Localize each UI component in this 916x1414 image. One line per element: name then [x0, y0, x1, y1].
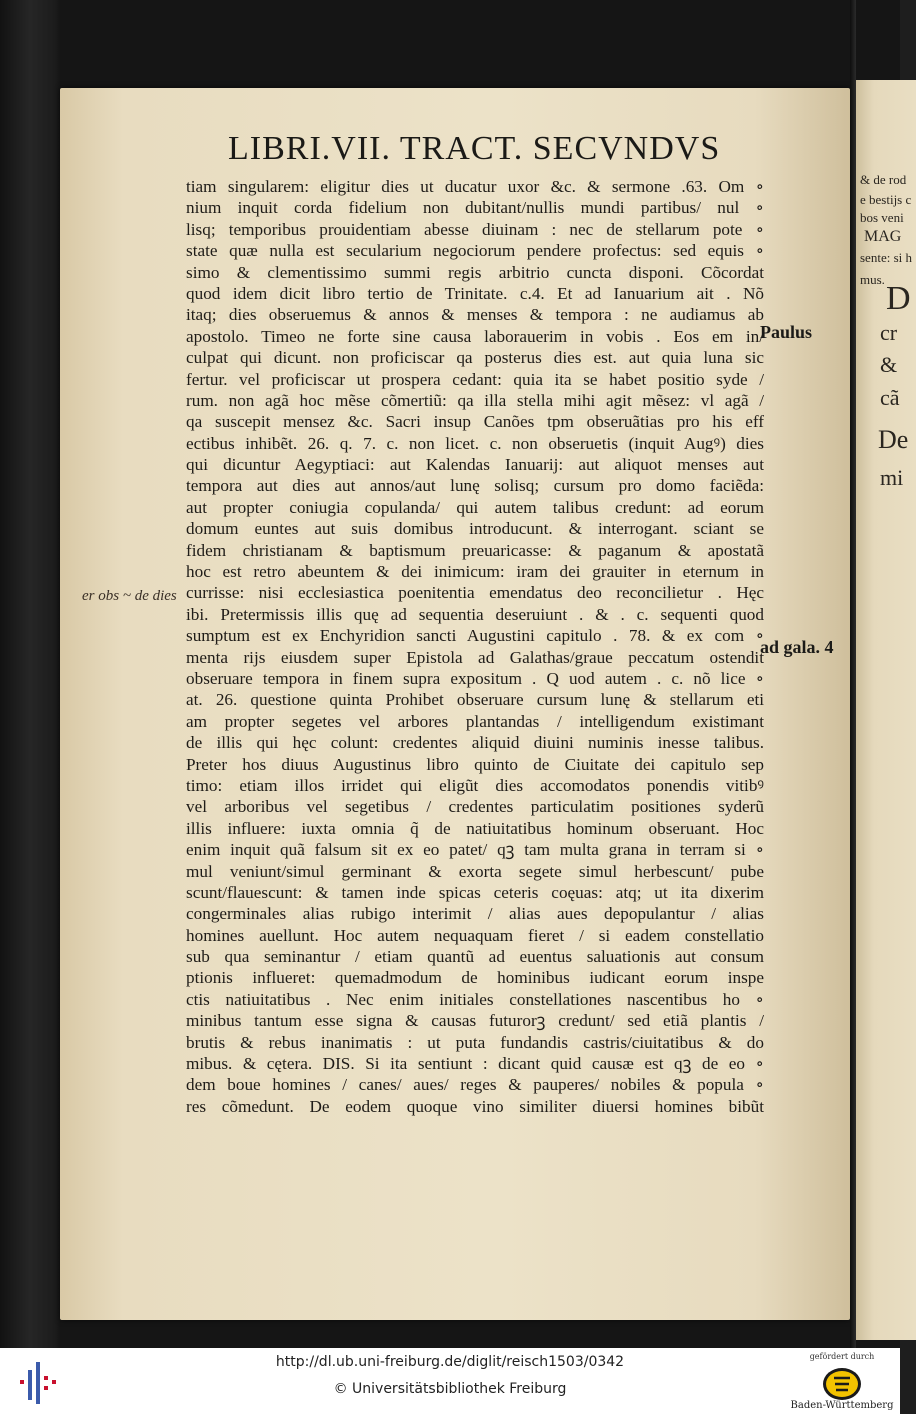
text-line: lisq; temporibus prouidentiam abesse diuinam : nec de stellarum pote ∘: [186, 219, 764, 239]
text-line: scunt/flauescunt: & tamen inde spicas ceteris coęuas: atq; ut ita dixerim: [186, 882, 764, 902]
text-line: at. 26. questione quinta Prohibet obseruare cursum lunę & stellarum eti: [186, 690, 764, 710]
marginal-note-paulus: Paulus: [760, 322, 813, 342]
permalink-url[interactable]: http://dl.ub.uni-freiburg.de/diglit/reisch1503/0342: [275, 1354, 625, 1370]
facing-line: & de rod: [860, 172, 907, 187]
facing-line: D: [886, 280, 911, 317]
text-line: fidem christianam & baptismum preuaricasse: & paganum & apostatã: [186, 540, 764, 560]
text-line: vel arboribus vel segetibus / credentes particulatim positiones syderũ: [186, 797, 764, 817]
sponsor-name: Baden-Württemberg: [790, 1400, 894, 1411]
text-line: qui dicuntur Aegyptiaci: aut Kalendas Ianuarij: aut aliquot menses aut: [186, 455, 764, 475]
text-line: brutis & rebus inanimatis : ut puta fundandis castris/ciuitatibus & do: [186, 1032, 764, 1052]
facing-line: &: [880, 352, 898, 377]
running-header: LIBRI.VII. TRACT. SECVNDVS: [228, 130, 721, 167]
text-line: itaq; dies obseruemus & annos & menses & tempora : ne audiamus ab: [186, 305, 764, 325]
text-line: currisse: nisi ecclesiastica poenitentia emendatus deo reconcilietur . Hęc: [186, 583, 764, 603]
facing-page: [856, 80, 916, 1340]
text-line: qa suscepit mensez &c. Sacri insup Canões tpm obseruãtias pro his eff: [186, 412, 764, 432]
text-line: ectibus inhibẽt. 26. q. 7. c. non licet. c. non obseruetis (inquit Augꝰ) dies: [186, 433, 764, 453]
text-line: ibi. Pretermissis illis quę ad sequentia deseruiunt . & . c. sequenti quod: [186, 604, 764, 624]
text-line: timo: etiam illos irridet qui eligũt dies accomodatos ponendis vitibꝰ: [186, 775, 764, 795]
text-line: fertur. vel proficiscar ut prospera cedant: quia ita se habet positio syde /: [186, 369, 764, 389]
text-line: menta rijs eiusdem super Epistola ad Galathas/graue peccatum ostendit: [186, 647, 764, 667]
text-line: enim inquit quã falsum sit ex eo patet/ qꝫ tam multa grana in terram si ∘: [186, 840, 764, 860]
text-line: mul veniunt/simul germinant & exorta segete simul herbescunt/ pube: [186, 861, 764, 881]
facing-line: e bestijs c: [860, 192, 912, 207]
text-line: sub qua seminantur / etiam quantũ ad euentus saluationis aut consum: [186, 947, 764, 967]
text-line: hoc est retro abeuntem & dei inimicum: iram dei grauiter in eternum in: [186, 562, 764, 582]
facing-line: cr: [880, 320, 898, 345]
facing-line: mus.: [860, 272, 885, 287]
text-line: culpat qui dicunt. non proficiscar qa posterus dies est. aut quia luna sic: [186, 348, 764, 368]
handwritten-annotation: er obs ~ de dies: [82, 588, 177, 604]
text-line: minibus tantum esse signa & causas futurorꝫ credunt/ sed etiã plantis /: [186, 1011, 764, 1031]
text-line: tiam singularem: eligitur dies ut ducatur uxor &c. & sermone .63. Om ∘: [186, 177, 764, 196]
state-seal-icon: [822, 1367, 862, 1401]
text-line: dem boue homines / canes/ aues/ reges & pauperes/ nobiles & popula ∘: [186, 1075, 764, 1095]
text-line: simo & clementissimo summi regis arbitrio cuncta disponi. Cõcordat: [186, 262, 764, 282]
facing-line: mi: [880, 465, 904, 490]
text-line: res cõmedunt. De eodem quoque vino similiter diuersi homines bibũt: [186, 1096, 764, 1116]
text-line: mibus. & cętera. DIS. Si ita sentiunt : dicant quid causæ est qꝫ de eo ∘: [186, 1054, 764, 1074]
text-line: illis influere: iuxta omnia q̃ de natiuitatibus hominum obseruant. Hoc: [186, 818, 764, 838]
text-line: state quæ nulla est secularium negociorum pendere profectus: sed equis ∘: [186, 241, 764, 261]
sponsor-caption: gefördert durch: [809, 1352, 875, 1361]
text-block: [186, 176, 764, 1117]
marginal-note-galatians: ad gala. 4: [760, 637, 834, 657]
text-line: de illis qui hęc colunt: credentes aliquid diuini numinis inesse talibus.: [186, 733, 764, 753]
text-line: obseruare tempora in finem supra expositum . Q uod autem . c. nõ lice ∘: [186, 668, 764, 688]
text-line: quod idem dicit libro tertio de Trinitate. c.4. Et ad Ianuarium ait . Nõ: [186, 283, 764, 303]
text-line: am propter segetes vel arbores plantandas / intelligendum existimant: [186, 711, 764, 731]
text-line: ptionis influeret: quemadmodum de hominibus iudicant eorum inspe: [186, 968, 764, 988]
footer-bar: [0, 1348, 900, 1414]
text-line: Preter hos diuus Augustinus libro quinto de Ciuitate dei capitulo sep: [186, 754, 764, 774]
text-line: rum. non agã hoc mẽse cõmertiũ: qa illa stella mihi agit mẽsez: vl agã /: [186, 390, 764, 410]
text-line: ctis natiuitatibus . Nec enim initiales constellationes nascentibus ho ∘: [186, 989, 764, 1009]
text-line: nium inquit corda fidelium non dubitant/nullis mundi partibus/ nul ∘: [186, 198, 764, 218]
text-line: domum euntes aut suis domibus introducunt. & interrogant. sciant se: [186, 519, 764, 539]
facing-line: cã: [880, 385, 900, 410]
facing-line: MAG: [864, 228, 902, 245]
sponsor-block: [790, 1352, 894, 1412]
facing-line: De: [878, 425, 909, 454]
facing-line: sente: si h: [860, 250, 912, 265]
copyright-text: © Universitätsbibliothek Freiburg: [333, 1381, 567, 1397]
text-line: congerminales alias rubigo interimit / alias aues depopulantur / alias: [186, 904, 764, 924]
text-line: aut propter coniugia copulanda/ qui autem talibus credunt: ad eorum: [186, 497, 764, 517]
text-line: homines auellunt. Hoc autem nequaquam fieret / si eadem constellatio: [186, 925, 764, 945]
text-line: apostolo. Timeo ne forte sine causa laborauerim in vobis . Eos em in/: [186, 326, 764, 346]
facing-line: bos veni: [860, 210, 904, 225]
text-line: tempora aut dies aut annos/aut lunę solisq; cursum pro domo faciẽda:: [186, 476, 764, 496]
text-line: sumptum est ex Enchyridion sancti Augustini capitulo . 78. & ex com ∘: [186, 626, 764, 646]
